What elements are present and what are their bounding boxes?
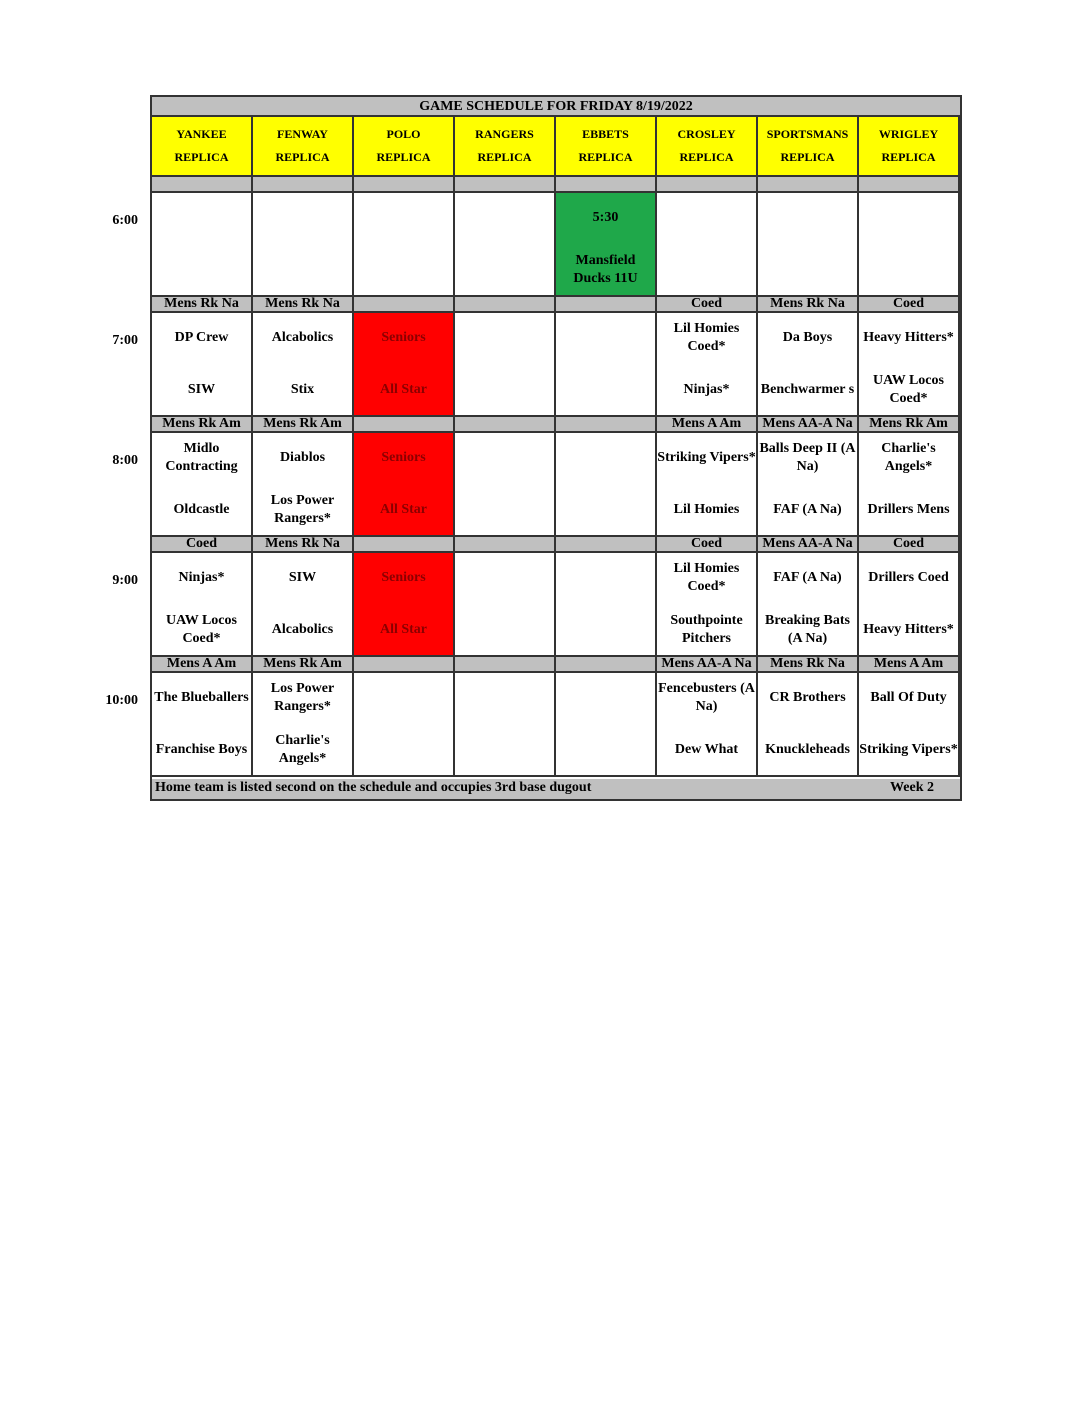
away-team xyxy=(354,196,453,240)
game-cell xyxy=(455,193,556,297)
away-team: Da Boys xyxy=(782,330,833,345)
away-team xyxy=(556,436,655,480)
division-label xyxy=(556,657,657,673)
home-team: Southpointe Pitchers xyxy=(670,613,743,646)
division-label: Mens A Am xyxy=(859,657,960,673)
away-team: Alcabolics xyxy=(271,330,334,345)
field-name: SPORTSMANS xyxy=(766,127,849,141)
home-team: Knuckleheads xyxy=(765,742,850,757)
field-subtitle: REPLICA xyxy=(881,150,936,164)
division-label xyxy=(354,537,455,553)
home-team: Alcabolics xyxy=(271,622,334,637)
away-team xyxy=(455,316,554,360)
game-cell xyxy=(556,313,657,417)
game-cell xyxy=(556,553,657,657)
field-header-ebbets xyxy=(556,117,657,177)
away-team: Seniors xyxy=(381,570,426,585)
division-label: Mens Rk Na xyxy=(253,297,354,313)
away-team: Midlo Contracting xyxy=(165,441,238,474)
home-team: Oldcastle xyxy=(173,502,230,517)
game-cell xyxy=(152,433,253,537)
game-cell xyxy=(152,673,253,777)
home-team xyxy=(455,728,554,772)
home-team: Drillers Mens xyxy=(867,502,950,517)
division-label: Mens AA-A Na xyxy=(758,537,859,553)
game-cell xyxy=(758,553,859,657)
field-subtitle: REPLICA xyxy=(477,150,532,164)
game-cell xyxy=(152,313,253,417)
division-label xyxy=(556,177,657,193)
game-cell xyxy=(859,313,960,417)
home-team: Heavy Hitters* xyxy=(863,622,954,637)
field-name: RANGERS xyxy=(475,127,534,141)
away-team xyxy=(152,196,251,240)
division-label: Coed xyxy=(657,537,758,553)
division-label xyxy=(253,177,354,193)
division-label: Mens Rk Na xyxy=(152,297,253,313)
week-label: Week 2 xyxy=(890,780,934,795)
home-team: UAW Locos Coed* xyxy=(873,373,944,406)
home-team xyxy=(253,248,352,292)
home-team: Dew What xyxy=(674,742,739,757)
game-cell xyxy=(253,433,354,537)
away-team xyxy=(455,436,554,480)
division-label xyxy=(354,417,455,433)
field-subtitle: REPLICA xyxy=(275,150,330,164)
away-team xyxy=(253,196,352,240)
schedule-footer xyxy=(152,779,960,799)
division-label xyxy=(354,177,455,193)
game-cell xyxy=(657,193,758,297)
home-team: Striking Vipers* xyxy=(859,742,958,757)
home-team xyxy=(354,728,453,772)
field-subtitle: REPLICA xyxy=(780,150,835,164)
away-team: Charlie's Angels* xyxy=(881,441,936,474)
field-header-yankee xyxy=(152,117,253,177)
home-team xyxy=(556,608,655,652)
game-cell xyxy=(556,193,657,297)
time-label: 9:00 xyxy=(112,573,138,588)
schedule-table xyxy=(150,95,962,801)
home-team: Franchise Boys xyxy=(155,742,248,757)
game-cell xyxy=(758,313,859,417)
game-cell xyxy=(354,193,455,297)
field-subtitle: REPLICA xyxy=(174,150,229,164)
away-team: Fencebusters (A Na) xyxy=(658,681,755,714)
game-cell xyxy=(657,313,758,417)
game-cell xyxy=(253,673,354,777)
away-team xyxy=(455,196,554,240)
division-label: Mens Rk Na xyxy=(758,657,859,673)
away-team: 5:30 xyxy=(592,210,619,225)
division-label: Mens AA-A Na xyxy=(758,417,859,433)
division-label: Mens Rk Na xyxy=(253,537,354,553)
game-cell xyxy=(859,193,960,297)
away-team xyxy=(455,556,554,600)
away-team: Diablos xyxy=(279,450,326,465)
away-team: Ninjas* xyxy=(178,570,225,585)
away-team: Los Power Rangers* xyxy=(270,681,335,714)
division-label xyxy=(455,177,556,193)
field-name: YANKEE xyxy=(176,127,227,141)
division-label xyxy=(455,537,556,553)
time-label: 6:00 xyxy=(112,213,138,228)
division-label: Mens Rk Am xyxy=(253,657,354,673)
game-cell xyxy=(152,193,253,297)
home-team xyxy=(556,728,655,772)
home-team: FAF (A Na) xyxy=(773,502,842,517)
division-label: Mens Rk Am xyxy=(859,417,960,433)
game-cell xyxy=(657,673,758,777)
game-cell xyxy=(556,673,657,777)
home-team xyxy=(152,248,251,292)
home-team: Breaking Bats (A Na) xyxy=(765,613,850,646)
game-cell xyxy=(455,313,556,417)
game-cell xyxy=(253,313,354,417)
away-team: SIW xyxy=(288,570,317,585)
away-team: Balls Deep II (A Na) xyxy=(759,441,856,474)
division-label xyxy=(556,297,657,313)
away-team xyxy=(556,316,655,360)
home-team xyxy=(859,248,958,292)
home-team-note: Home team is listed second on the schedule and occupies 3rd base dugout xyxy=(155,780,592,795)
field-name: CROSLEY xyxy=(677,127,736,141)
field-header-rangers xyxy=(455,117,556,177)
game-cell xyxy=(859,433,960,537)
home-team: UAW Locos Coed* xyxy=(166,613,237,646)
division-label xyxy=(354,297,455,313)
home-team xyxy=(657,248,756,292)
away-team xyxy=(556,676,655,720)
game-cell xyxy=(657,553,758,657)
field-subtitle: REPLICA xyxy=(376,150,431,164)
home-team xyxy=(455,368,554,412)
schedule-title: GAME SCHEDULE FOR FRIDAY 8/19/2022 xyxy=(152,97,960,117)
field-name: EBBETS xyxy=(582,127,629,141)
division-label xyxy=(758,177,859,193)
away-team xyxy=(657,196,756,240)
home-team xyxy=(455,608,554,652)
home-team: Charlie's Angels* xyxy=(275,733,330,766)
division-label: Coed xyxy=(859,297,960,313)
division-label xyxy=(455,417,556,433)
game-cell xyxy=(354,553,455,657)
game-cell xyxy=(253,553,354,657)
away-team: Seniors xyxy=(381,330,426,345)
game-cell xyxy=(758,673,859,777)
game-cell xyxy=(758,433,859,537)
time-label: 8:00 xyxy=(112,453,138,468)
division-label: Coed xyxy=(152,537,253,553)
away-team xyxy=(354,676,453,720)
division-label xyxy=(152,177,253,193)
division-label xyxy=(657,177,758,193)
game-cell xyxy=(152,553,253,657)
time-label: 10:00 xyxy=(105,693,138,708)
division-label: Mens Rk Am xyxy=(152,417,253,433)
division-label xyxy=(556,417,657,433)
division-label: Mens A Am xyxy=(657,417,758,433)
field-name: POLO xyxy=(386,127,421,141)
home-team xyxy=(758,248,857,292)
field-header-wrigley xyxy=(859,117,960,177)
home-team xyxy=(455,488,554,532)
game-cell xyxy=(455,433,556,537)
home-team: Lil Homies xyxy=(673,502,740,517)
home-team: Los Power Rangers* xyxy=(270,493,335,526)
time-label: 7:00 xyxy=(112,333,138,348)
away-team xyxy=(556,556,655,600)
game-cell xyxy=(455,673,556,777)
division-label: Mens Rk Am xyxy=(253,417,354,433)
away-team xyxy=(455,676,554,720)
field-header-crosley xyxy=(657,117,758,177)
away-team: FAF (A Na) xyxy=(773,570,842,585)
division-label: Coed xyxy=(859,537,960,553)
division-label xyxy=(455,657,556,673)
home-team: Mansfield Ducks 11U xyxy=(573,253,638,286)
division-label: Mens Rk Na xyxy=(758,297,859,313)
away-team xyxy=(859,196,958,240)
away-team: Ball Of Duty xyxy=(870,690,947,705)
field-name: FENWAY xyxy=(277,127,328,141)
away-team: CR Brothers xyxy=(769,690,846,705)
division-label: Mens AA-A Na xyxy=(657,657,758,673)
home-team xyxy=(556,488,655,532)
home-team: Ninjas* xyxy=(683,382,730,397)
game-cell xyxy=(859,673,960,777)
home-team: Benchwarmer s xyxy=(760,382,855,397)
away-team xyxy=(758,196,857,240)
home-team xyxy=(354,248,453,292)
field-header-polo xyxy=(354,117,455,177)
away-team: Heavy Hitters* xyxy=(863,330,954,345)
home-team: All Star xyxy=(379,382,428,397)
game-cell xyxy=(253,193,354,297)
division-label: Mens A Am xyxy=(152,657,253,673)
field-header-sportsmans xyxy=(758,117,859,177)
field-header-fenway xyxy=(253,117,354,177)
home-team: Stix xyxy=(290,382,315,397)
game-cell xyxy=(758,193,859,297)
game-cell xyxy=(354,433,455,537)
away-team: Striking Vipers* xyxy=(657,450,756,465)
division-label xyxy=(859,177,960,193)
game-cell xyxy=(354,313,455,417)
away-team: Drillers Coed xyxy=(868,570,949,585)
home-team: All Star xyxy=(379,502,428,517)
division-label xyxy=(354,657,455,673)
game-cell xyxy=(657,433,758,537)
away-team: DP Crew xyxy=(174,330,229,345)
away-team: Lil Homies Coed* xyxy=(673,321,740,354)
away-team: The Blueballers xyxy=(154,690,249,705)
home-team xyxy=(556,368,655,412)
home-team: All Star xyxy=(379,622,428,637)
away-team: Seniors xyxy=(381,450,426,465)
game-cell xyxy=(354,673,455,777)
field-subtitle: REPLICA xyxy=(679,150,734,164)
home-team xyxy=(455,248,554,292)
game-cell xyxy=(556,433,657,537)
field-subtitle: REPLICA xyxy=(578,150,633,164)
home-team: SIW xyxy=(187,382,216,397)
division-label: Coed xyxy=(657,297,758,313)
division-label xyxy=(455,297,556,313)
field-name: WRIGLEY xyxy=(878,127,939,141)
division-label xyxy=(556,537,657,553)
away-team: Lil Homies Coed* xyxy=(673,561,740,594)
game-cell xyxy=(455,553,556,657)
game-cell xyxy=(859,553,960,657)
